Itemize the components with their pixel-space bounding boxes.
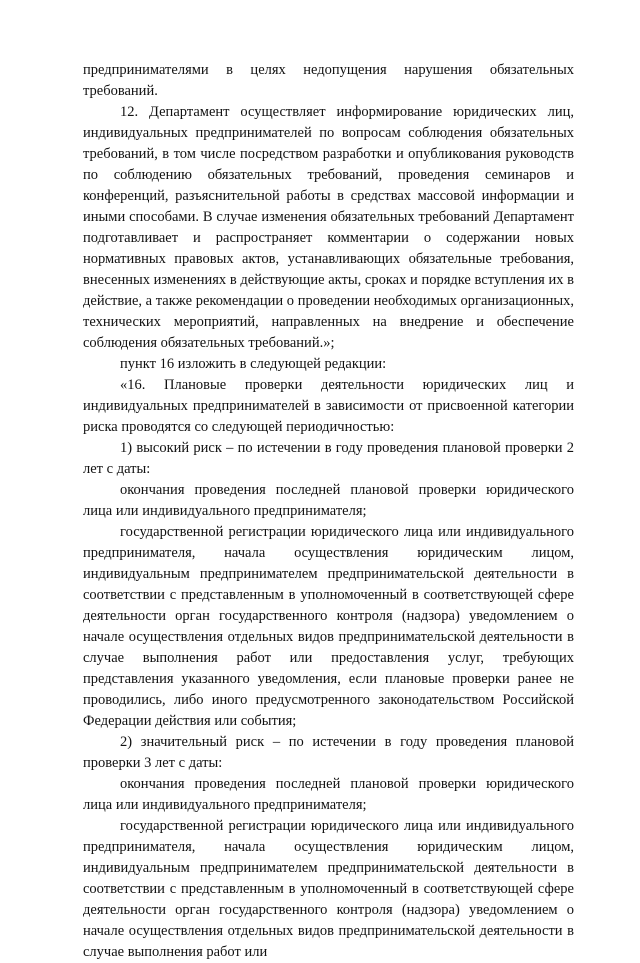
paragraph-5: 1) высокий риск – по истечении в году проведения плановой проверки 2 лет с даты:: [83, 440, 574, 477]
paragraph-6: окончания проведения последней плановой проверки юридического лица или индивидуального предпринимателя;: [83, 482, 574, 519]
document-body: [83, 60, 574, 963]
paragraph-3: пункт 16 изложить в следующей редакции:: [120, 356, 387, 372]
paragraph-1: предпринимателями в целях недопущения нарушения обязательных требований.: [83, 62, 574, 99]
paragraph-7: государственной регистрации юридического лица или индивидуального предпринимателя, начала осуществления юридическим лицом, индивидуальным предпринимателем предпринимательской деятельности в соответствии с представленным в уполномоченный в соответствующей сфере деятельности орган государственного контроля (надзора) уведомлением о начале осуществления отдельных видов предпринимательской деятельности в случае выполнения работ или предоставления услуг, требующих представления указанного уведомления, если плановые проверки ранее не проводились, либо иного предусмотренного законодательством Российской Федерации действия или события;: [83, 524, 574, 729]
paragraph-8: 2) значительный риск – по истечении в году проведения плановой проверки 3 лет с даты:: [83, 734, 574, 771]
paragraph-10: государственной регистрации юридического лица или индивидуального предпринимателя, начала осуществления юридическим лицом, индивидуальным предпринимателем предпринимательской деятельности в соответствии с представленным в уполномоченный в соответствующей сфере деятельности орган государственного контроля (надзора) уведомлением о начале осуществления отдельных видов предпринимательской деятельности в случае выполнения работ или: [83, 818, 574, 960]
paragraph-9: окончания проведения последней плановой проверки юридического лица или индивидуального предпринимателя;: [83, 776, 574, 813]
paragraph-2: 12. Департамент осуществляет информирование юридических лиц, индивидуальных предпринимателей по вопросам соблюдения обязательных требований, в том числе посредством разработки и опубликования руководств по соблюдению обязательных требований, проведения семинаров и конференций, разъяснительной работы в средствах массовой информации и иными способами. В случае изменения обязательных требований Департамент подготавливает и распространяет комментарии о содержании новых нормативных правовых актов, устанавливающих обязательные требования, внесенных изменениях в действующие акты, сроках и порядке вступления их в действие, а также рекомендации о проведении необходимых организационных, технических мероприятий, направленных на внедрение и обеспечение соблюдения обязательных требований.»;: [83, 104, 574, 351]
paragraph-4: «16. Плановые проверки деятельности юридических лиц и индивидуальных предпринимателей в зависимости от присвоенной категории риска проводятся со следующей периодичностью:: [83, 377, 574, 435]
